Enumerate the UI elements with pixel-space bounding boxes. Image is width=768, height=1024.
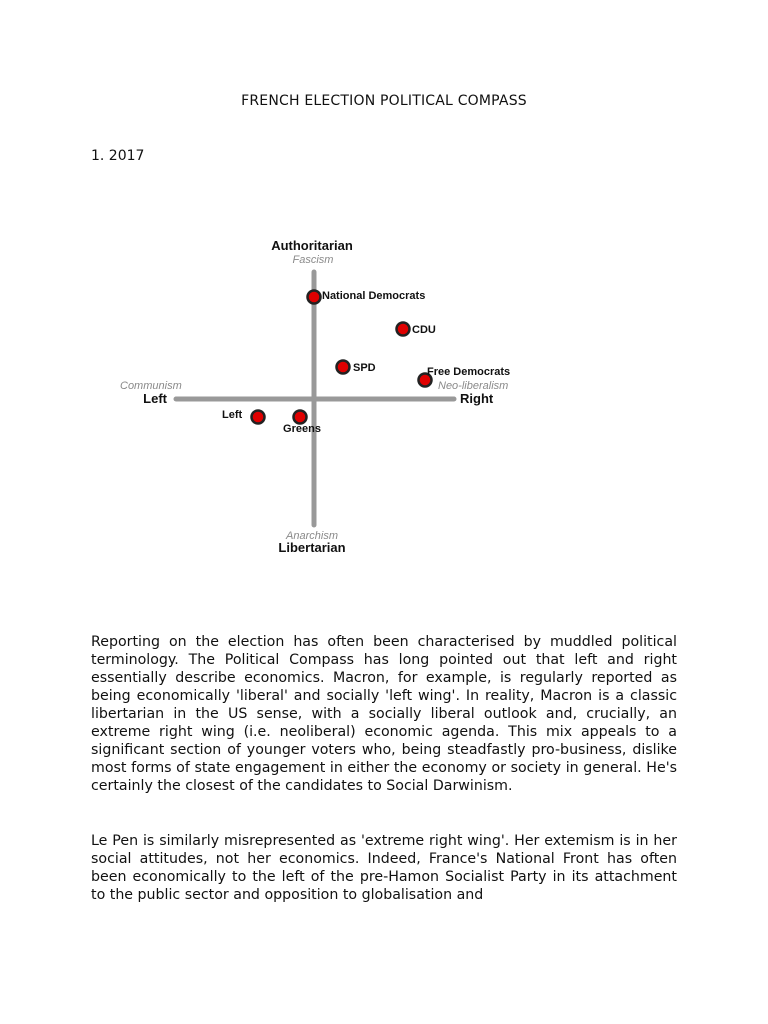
- party-label: CDU: [412, 324, 436, 336]
- axis-label-left: Left: [143, 391, 167, 406]
- party-marker: [308, 291, 321, 304]
- party-label: Free Democrats: [427, 366, 511, 378]
- axis-label-libertarian: Libertarian: [278, 540, 346, 555]
- axis-sublabel-anarchism: Anarchism: [286, 530, 338, 542]
- party-marker: [294, 411, 307, 424]
- party-national-democrats: [308, 290, 426, 304]
- party-cdu: [397, 323, 436, 337]
- party-label: Left: [222, 409, 243, 421]
- party-left: [222, 409, 265, 424]
- party-marker: [397, 323, 410, 336]
- axis-label-authoritarian: Authoritarian: [271, 238, 353, 253]
- axis-label-right: Right: [460, 391, 494, 406]
- party-marker: [252, 411, 265, 424]
- party-label: Greens: [283, 423, 321, 435]
- party-label: SPD: [353, 362, 376, 374]
- axis-sublabel-neo-liberalism: Neo-liberalism: [438, 380, 509, 392]
- body-paragraph-2: Le Pen is similarly misrepresented as 'extreme right wing'. Her extemism is in her social attitudes, not her economics. Indeed, France's National Front has often been economically to the left of the pre-Hamon Socialist Party in its attachment to the public sector and opposition to globalisation and: [91, 833, 677, 903]
- document-title: FRENCH ELECTION POLITICAL COMPASS: [241, 93, 527, 109]
- party-marker: [337, 361, 350, 374]
- axis-sublabel-fascism: Fascism: [292, 254, 334, 266]
- section-heading: 1. 2017: [91, 148, 145, 164]
- party-spd: [337, 361, 376, 375]
- body-paragraph-1: Reporting on the election has often been characterised by muddled political terminology. The Political Compass has long pointed out that left and right essentially describe economics. Macron, for example, is regularly reported as being economically 'liberal' and socially 'left wing'. In reality, Macron is a classic libertarian in the US sense, with a socially liberal outlook and, crucially, an extreme right wing (i.e. neoliberal) economic agenda. This mix appeals to a significant section of younger voters who, being steadfastly pro-business, dislike most forms of state engagement in either the economy or society in general. He's certainly the closest of the candidates to Social Darwinism.: [91, 634, 677, 794]
- axis-sublabel-communism: Communism: [120, 380, 182, 392]
- party-label: National Democrats: [322, 290, 426, 302]
- political-compass-figure: [100, 230, 560, 570]
